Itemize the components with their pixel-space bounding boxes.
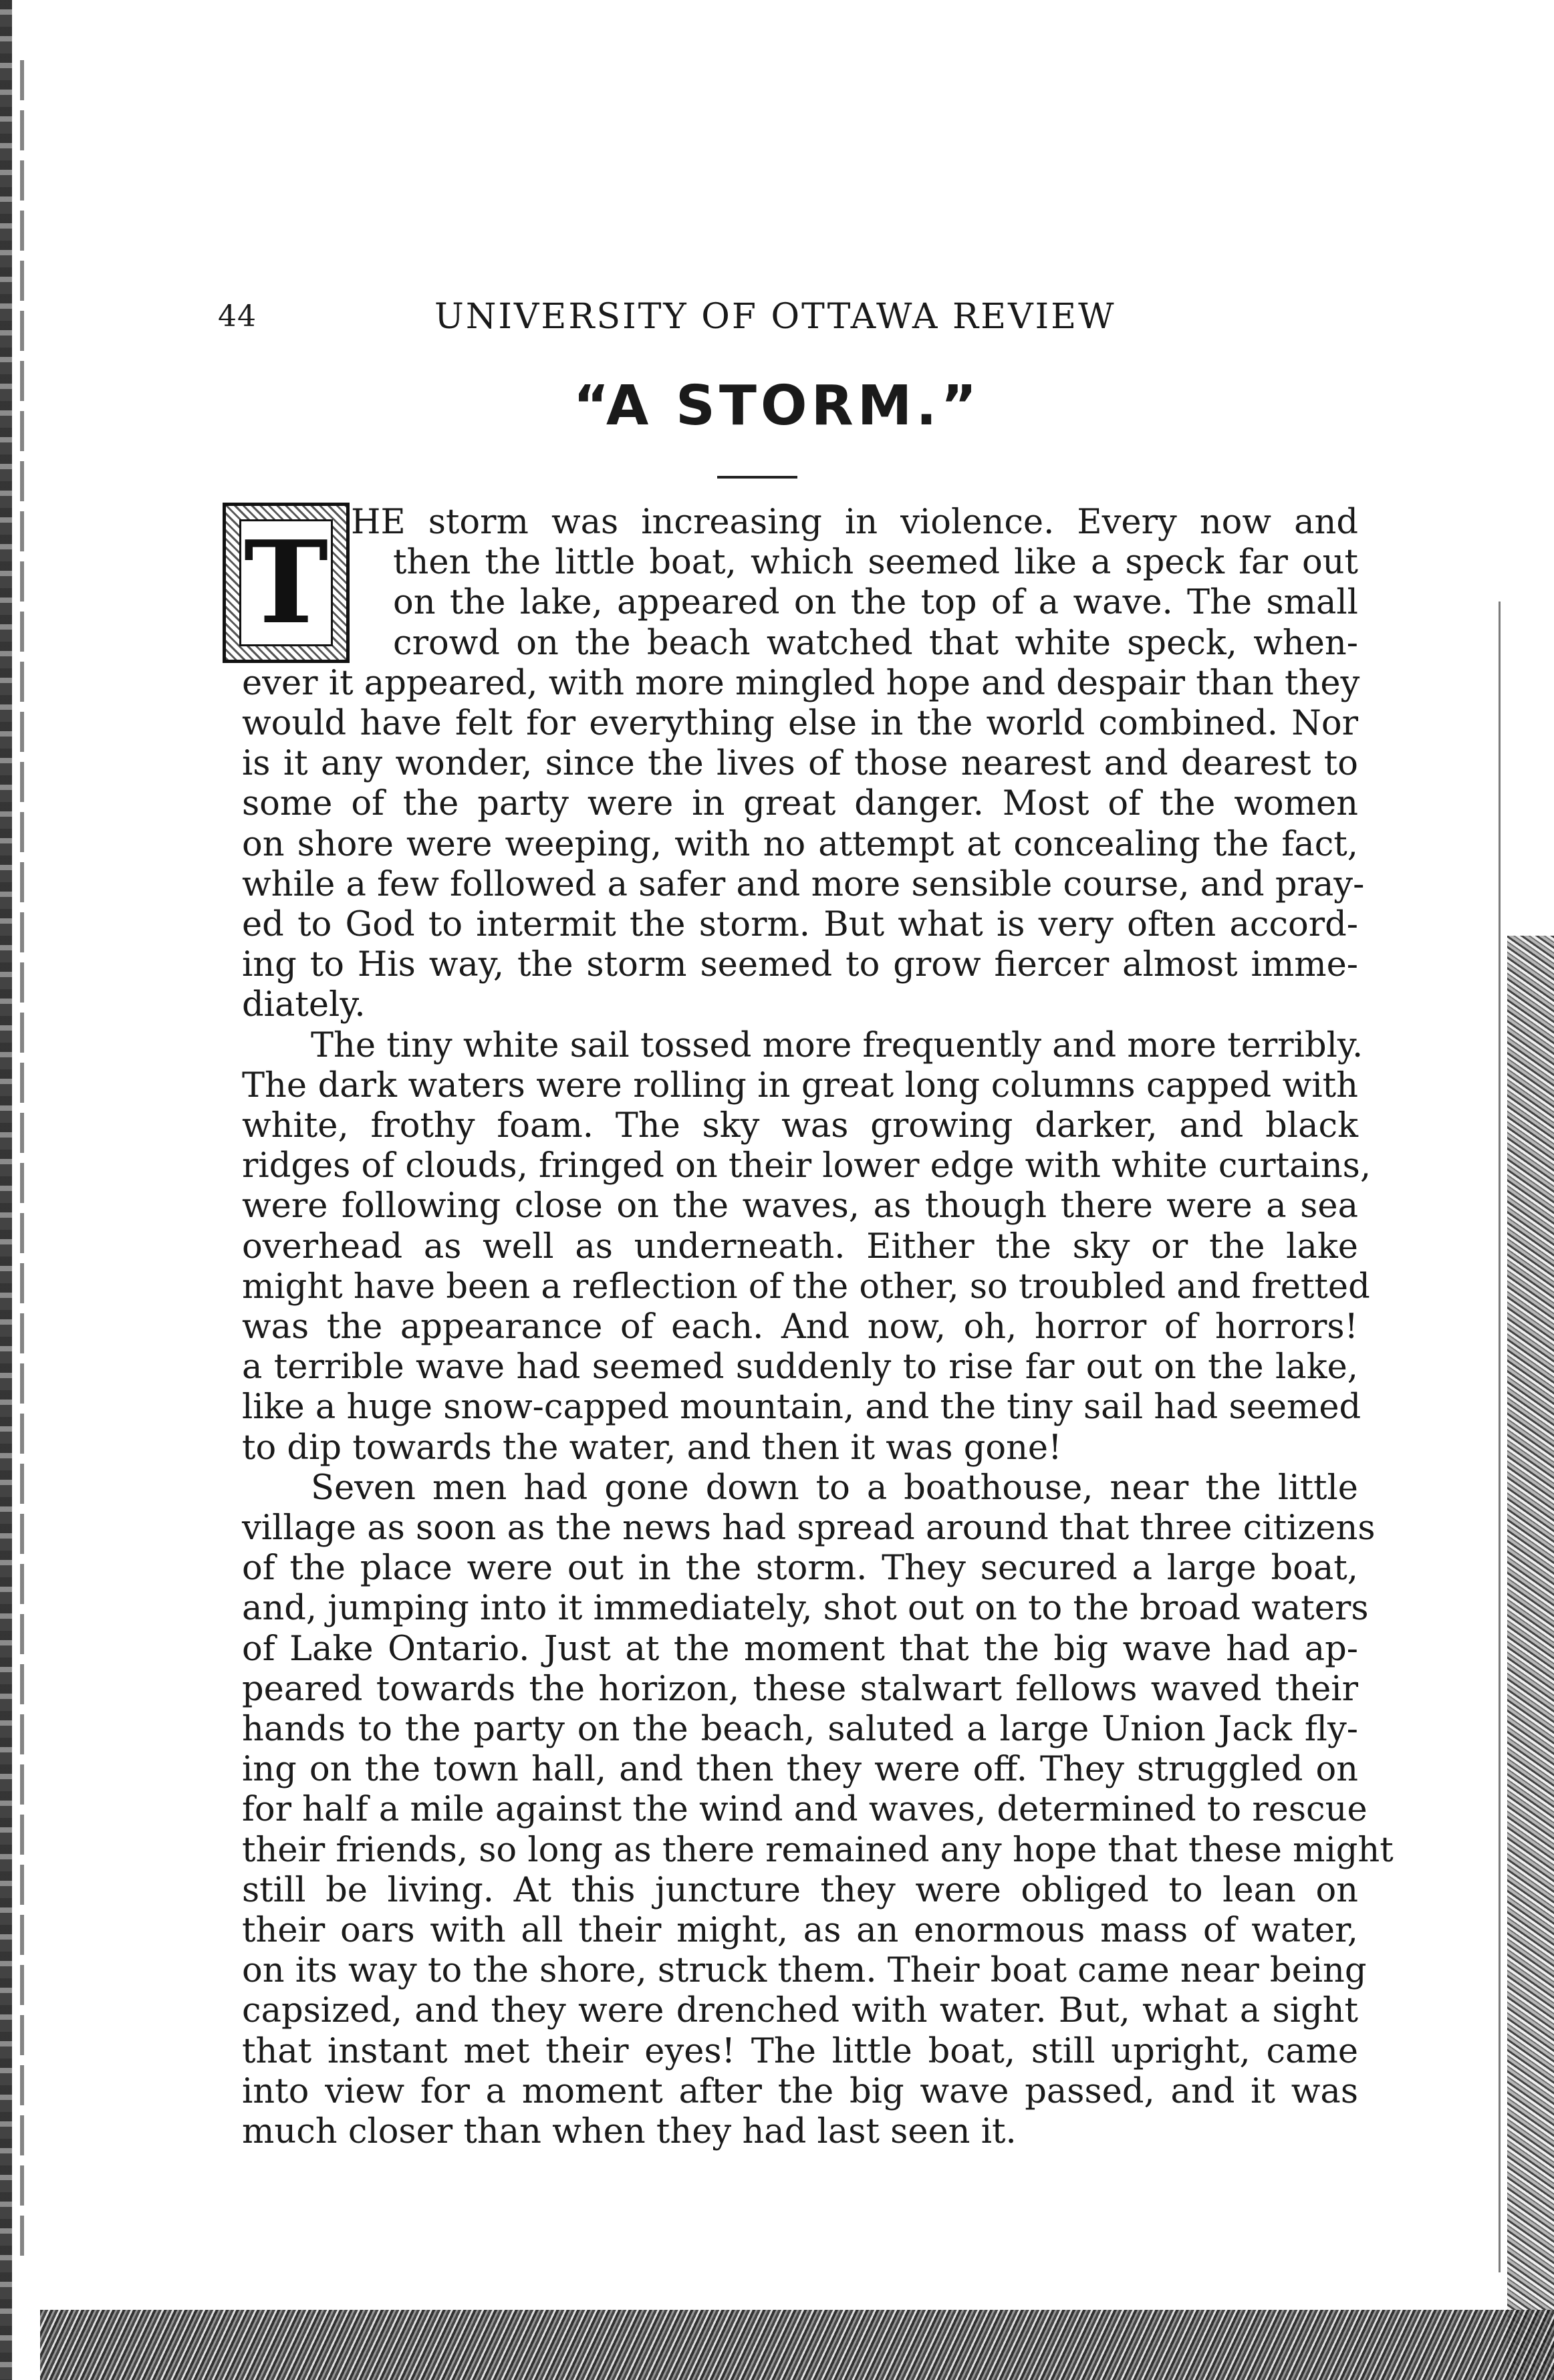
text-line: their friends, so long as there remained any hope that these might [242, 1830, 1394, 1870]
text-line: village as soon as the news had spread around that three citizens [242, 1508, 1376, 1548]
text-line: were following close on the waves, as though there were a sea [242, 1186, 1358, 1226]
page-number: 44 [218, 299, 257, 334]
text-line: that instant met their eyes! The little boat, still upright, came [242, 2031, 1358, 2071]
text-line: to dip towards the water, and then it was gone! [242, 1428, 1062, 1468]
text-line: of Lake Ontario. Just at the moment that the big wave had ap- [242, 1629, 1358, 1669]
text-line: The tiny white sail tossed more frequently and more terribly. [311, 1025, 1364, 1065]
text-line: on the lake, appeared on the top of a wave. The small [393, 583, 1358, 623]
text-line: their oars with all their might, as an enormous mass of water, [242, 1911, 1358, 1950]
text-line: into view for a moment after the big wave passed, and it was [242, 2071, 1358, 2111]
text-line: some of the party were in great danger. Most of the women [242, 784, 1358, 824]
text-line: like a huge snow-capped mountain, and the tiny sail had seemed [242, 1387, 1362, 1428]
text-line: for half a mile against the wind and waves, determined to rescue [242, 1790, 1368, 1830]
text-line: white, frothy foam. The sky was growing darker, and black [242, 1106, 1358, 1146]
page-edge-line [1499, 602, 1501, 2272]
text-line: Seven men had gone down to a boathouse, near the little [311, 1468, 1358, 1508]
text-line: would have felt for everything else in the world combined. Nor [242, 704, 1358, 743]
text-line: might have been a reflection of the other, so troubled and fretted [242, 1267, 1370, 1307]
text-line: and, jumping into it immediately, shot out on to the broad waters [242, 1589, 1369, 1629]
text-line: much closer than when they had last seen it. [242, 2112, 1017, 2151]
text-line: peared towards the horizon, these stalwart fellows waved their [242, 1669, 1358, 1709]
drop-cap-letter: T [239, 519, 333, 646]
text-line: still be living. At this juncture they were obliged to lean on [242, 1870, 1358, 1910]
text-line: was the appearance of each. And now, oh, horror of horrors! [242, 1307, 1358, 1347]
text-line: capsized, and they were drenched with water. But, what a sight [242, 1991, 1358, 2031]
article-title: “A STORM.” [573, 374, 981, 438]
text-line: crowd on the beach watched that white speck, when- [393, 623, 1358, 663]
text-line: ed to God to intermit the storm. But what is very often accord- [242, 905, 1358, 944]
text-line: diately. [242, 985, 366, 1025]
text-line: on its way to the shore, struck them. Their boat came near being [242, 1951, 1367, 1991]
text-line: a terrible wave had seemed suddenly to rise far out on the lake, [242, 1347, 1358, 1387]
text-line: while a few followed a safer and more sensible course, and pray- [242, 864, 1365, 904]
running-head: UNIVERSITY OF OTTAWA REVIEW [434, 297, 1116, 337]
text-line: ever it appeared, with more mingled hope and despair than they [242, 663, 1360, 703]
scan-edge-bottom [40, 2310, 1554, 2380]
text-line: on shore were weeping, with no attempt at concealing the fact, [242, 824, 1358, 864]
text-line: of the place were out in the storm. They secured a large boat, [242, 1549, 1358, 1589]
text-line: HE storm was increasing in violence. Every now and [351, 503, 1358, 542]
scan-edge-left [0, 0, 12, 2380]
text-line: hands to the party on the beach, saluted a large Union Jack fly- [242, 1710, 1358, 1749]
text-line: ridges of clouds, fringed on their lower edge with white curtains, [242, 1146, 1372, 1186]
text-line: is it any wonder, since the lives of those nearest and dearest to [242, 744, 1358, 784]
drop-cap-ornament [223, 503, 350, 663]
text-line: overhead as well as underneath. Either the sky or the lake [242, 1226, 1358, 1267]
text-line: The dark waters were rolling in great long columns capped with [242, 1065, 1358, 1105]
text-line: then the little boat, which seemed like a speck far out [393, 543, 1358, 583]
text-line: ing on the town hall, and then they were off. They struggled on [242, 1750, 1358, 1790]
title-divider [717, 476, 797, 479]
text-line: ing to His way, the storm seemed to grow fiercer almost imme- [242, 945, 1358, 985]
scan-edge-right [1507, 936, 1554, 2380]
